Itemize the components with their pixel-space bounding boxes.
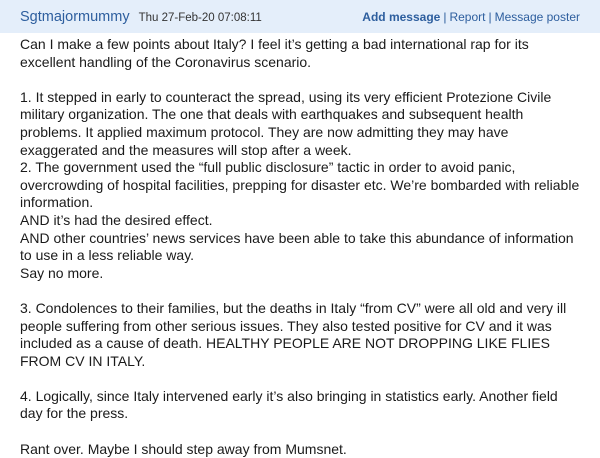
message-paragraph: Rant over. Maybe I should step away from Mumsnet. bbox=[20, 440, 347, 457]
separator: | bbox=[488, 9, 492, 24]
paragraph-spacer bbox=[20, 370, 582, 388]
message-paragraph: 4. Logically, since Italy intervened early it’s also bringing in statistics early. Another field day for the press. bbox=[20, 387, 558, 422]
add-message-link[interactable]: Add message bbox=[362, 9, 441, 24]
report-link[interactable]: Report bbox=[449, 9, 486, 24]
message-header bbox=[0, 0, 600, 33]
poster-username[interactable]: Sgtmajormummy bbox=[20, 8, 130, 25]
message-poster-link[interactable]: Message poster bbox=[494, 9, 580, 24]
message-paragraph: 2. The government used the “full public disclosure” tactic in order to avoid panic, overcrowding of hospital facilities, prepping for disaster etc. We’re bombarded with reliable information. bbox=[20, 159, 580, 211]
message-paragraph: 3. Condolences to their families, but the deaths in Italy “from CV” were all old and very ill people suffering from other serious issues. They also tested positive for CV and it was included as a cause of death. HEALTHY PEOPLE ARE NOT DROPPING LIKE FLIES FROM CV IN ITALY. bbox=[20, 299, 567, 369]
paragraph-spacer bbox=[20, 71, 582, 89]
paragraph-spacer bbox=[20, 282, 582, 300]
message-paragraph: AND it’s had the desired effect. bbox=[20, 211, 213, 228]
message-timestamp: Thu 27-Feb-20 07:08:11 bbox=[138, 11, 262, 24]
message-paragraph: Can I make a few points about Italy? I feel it’s getting a bad international rap for its excellent handling of the Coronavirus scenario. bbox=[20, 36, 529, 70]
message-body bbox=[20, 36, 582, 458]
message-paragraph: Say no more. bbox=[20, 264, 104, 281]
message-actions bbox=[362, 10, 580, 24]
separator: | bbox=[443, 9, 447, 24]
message-paragraph: AND other countries’ news services have been able to take this abundance of information to use in a less reliable way. bbox=[20, 229, 574, 264]
paragraph-spacer bbox=[20, 423, 582, 441]
message-paragraph: 1. It stepped in early to counteract the spread, using its very efficient Protezione Civile military organization. The one that deals with earthquakes and subsequent health problems. It applied maximum protocol. They are now admitting they may have exaggerated and the measures will stop after a week. bbox=[20, 88, 552, 158]
